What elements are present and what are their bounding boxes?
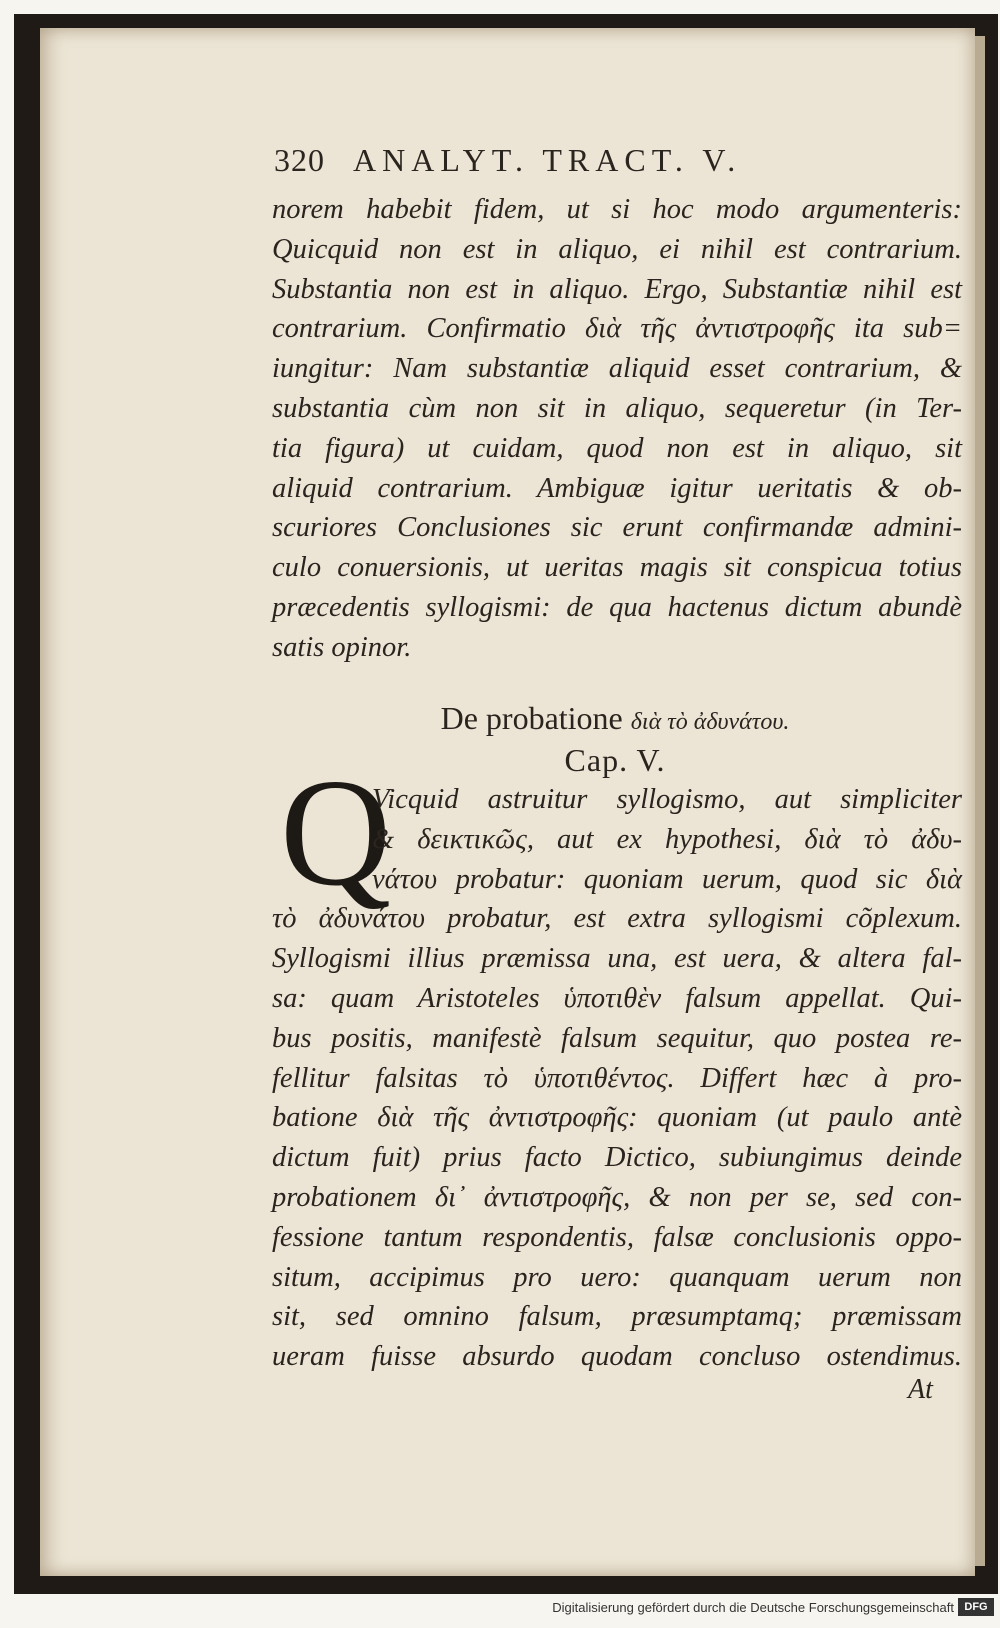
text-line: præcedentis syllogismi: de qua hactenus dictum abundè <box>272 591 962 623</box>
running-title: ANALYT. TRACT. V. <box>353 142 742 178</box>
text-line: aliquid contrarium. Ambiguæ igitur ueritatis & ob- <box>272 472 962 504</box>
text-line: culo conuersionis, ut ueritas magis sit conspicua totius <box>272 552 962 584</box>
section-heading <box>270 697 960 743</box>
text-line: Substantia non est in aliquo. Ergo, Substantiæ nihil est <box>272 273 962 305</box>
drop-cap: Q <box>280 748 392 918</box>
text-line: & δεικτικῶς, aut ex hypothesi, διὰ τὸ ἀδυ- <box>372 823 962 855</box>
paragraph-2 <box>272 780 962 1377</box>
text-line: probationem δι᾽ ἀντιστροφῆς, & non per se, sed con- <box>272 1181 962 1213</box>
text-line: ueram fuisse absurdo quodam concluso ostendimus. <box>272 1341 962 1373</box>
heading-greek: διὰ τὸ ἀδυνάτου. <box>630 709 790 735</box>
dfg-logo: DFG <box>958 1598 994 1616</box>
digitization-credit: Digitalisierung gefördert durch die Deutsche Forschungsgemeinschaft <box>552 1600 954 1615</box>
text-line: Syllogismi illius præmissa una, est uera, & altera fal- <box>272 943 962 975</box>
text-line: batione διὰ τῆς ἀντιστροφῆς: quoniam (ut paulo antè <box>272 1102 962 1134</box>
text-line: substantia cùm non sit in aliquo, sequeretur (in Ter- <box>272 392 962 424</box>
text-line: tia figura) ut cuidam, quod non est in aliquo, sit <box>272 432 962 464</box>
text-line: norem habebit fidem, ut si hoc modo argumenteris: <box>272 194 962 225</box>
text-line: Vicquid astruitur syllogismo, aut simpliciter <box>372 784 962 815</box>
paragraph-1 <box>272 190 962 668</box>
catchword: At <box>908 1374 933 1405</box>
text-line: fessione tantum respondentis, falsæ conclusionis oppo- <box>272 1221 962 1253</box>
text-line: νάτου probatur: quoniam uerum, quod sic διὰ <box>372 863 962 895</box>
text-line: dictum fuit) prius facto Dictico, subiungimus deinde <box>272 1142 962 1174</box>
running-header <box>274 142 884 186</box>
text-line: satis opinor. <box>272 631 412 663</box>
text-line: sit, sed omnino falsum, præsumptamq; præmissam <box>272 1301 962 1333</box>
page-edge <box>975 36 985 1566</box>
text-line: bus positis, manifestè falsum sequitur, quo postea re- <box>272 1022 962 1054</box>
text-line: τὸ ἀδυνάτου probatur, est extra syllogismi cõplexum. <box>272 903 962 935</box>
chapter-label: Cap. V. <box>564 742 666 778</box>
text-line: iungitur: Nam substantiæ aliquid esset contrarium, & <box>272 353 962 385</box>
text-line: situm, accipimus pro uero: quanquam uerum non <box>272 1261 962 1293</box>
text-line: scuriores Conclusiones sic erunt confirmandæ admini- <box>272 512 962 544</box>
page-number: 320 <box>274 142 325 178</box>
text-line: contrarium. Confirmatio διὰ τῆς ἀντιστροφῆς ita sub= <box>272 313 962 345</box>
text-line: Quicquid non est in aliquo, ei nihil est contrarium. <box>272 233 962 265</box>
text-line: fellitur falsitas τὸ ὑποτιθέντος. Differt hæc à pro- <box>272 1062 962 1094</box>
text-line: sa: quam Aristoteles ὑποτιθὲν falsum appellat. Qui- <box>272 982 962 1014</box>
heading-latin: De probatione <box>440 700 623 736</box>
